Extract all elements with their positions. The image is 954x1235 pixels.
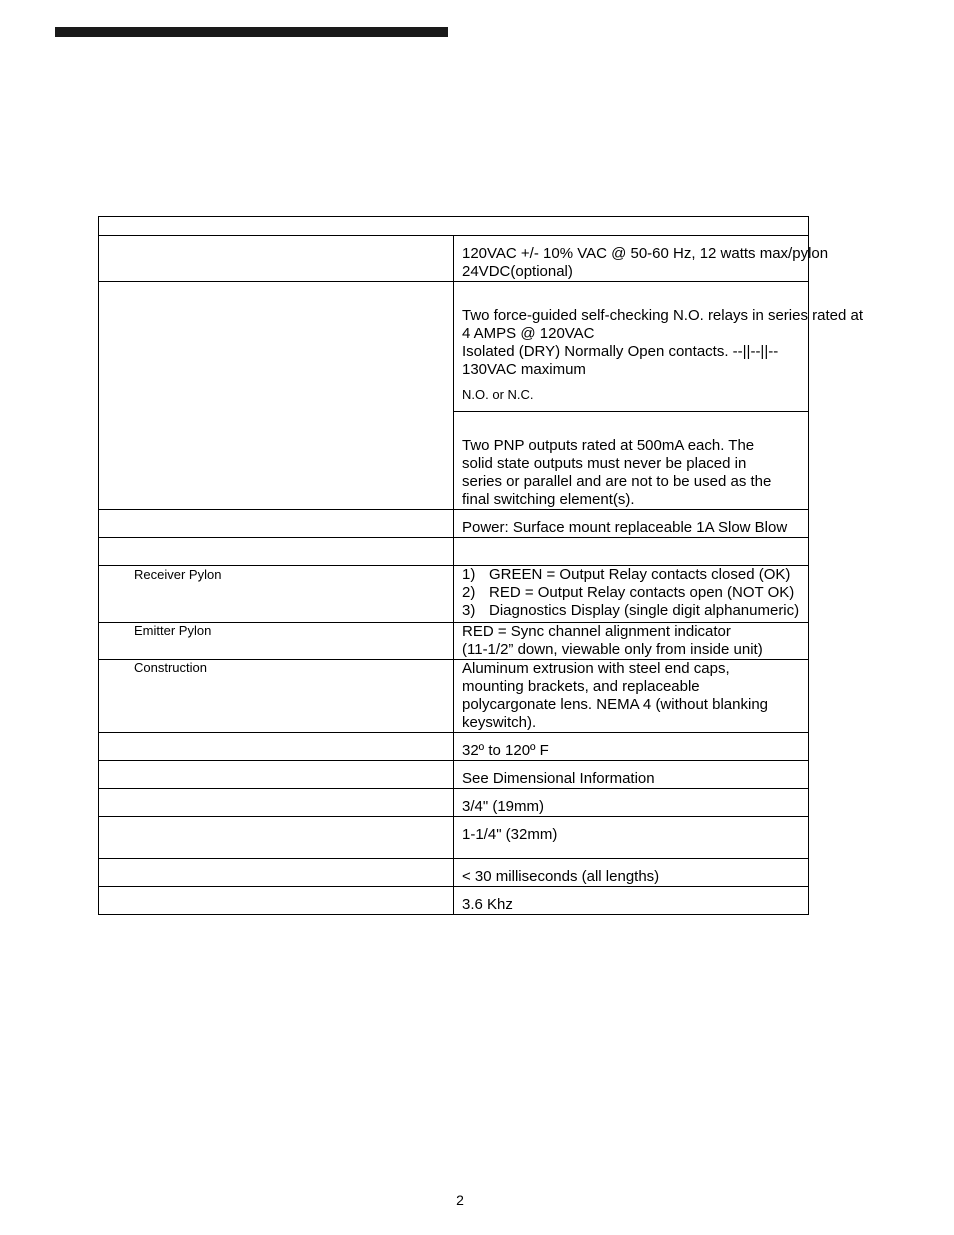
table-row (99, 236, 809, 282)
solid-state-value (454, 412, 809, 510)
resolution-text: 3/4" (19mm) (462, 798, 545, 815)
fuse-value (454, 510, 809, 538)
construction-text: Aluminum extrusion with steel end caps, mounting brackets, and replaceable polycargonate lens. NEMA 4 (without blanking keyswitch). (462, 660, 769, 731)
row-label (99, 859, 454, 887)
response-value (454, 859, 809, 887)
list-item: 1) GREEN = Output Relay contacts closed (OK) (462, 566, 791, 583)
row-label (99, 761, 454, 789)
power-line-2: 24VDC(optional) (462, 263, 573, 280)
page-number: 2 (456, 1192, 464, 1208)
dimensions-text: See Dimensional Information (462, 770, 655, 787)
table-row (99, 817, 809, 859)
list-item: 2) RED = Output Relay contacts open (NOT OK) (462, 584, 795, 601)
relay-note: N.O. or N.C. (462, 387, 534, 402)
temperature-value (454, 733, 809, 761)
table-row (99, 660, 809, 733)
relay-line-3: Isolated (DRY) Normally Open contacts. --||--||-- (462, 343, 779, 360)
emitter-line-2: (11-1/2” down, viewable only from inside unit) (462, 641, 763, 658)
emitter-label-cell (99, 623, 454, 660)
table-row (99, 217, 809, 236)
header-rule (55, 27, 448, 37)
empty-value (454, 538, 809, 566)
table-row (99, 859, 809, 887)
construction-value (454, 660, 809, 733)
resolution2-text: 1-1/4" (32mm) (462, 826, 558, 843)
relay-line-4: 130VAC maximum (462, 361, 586, 378)
frequency-text: 3.6 Khz (462, 896, 513, 913)
temperature-text: 32º to 120º F (462, 742, 549, 759)
row-label (99, 236, 454, 282)
fuse-text: Power: Surface mount replaceable 1A Slow Blow (462, 519, 788, 536)
receiver-label: Receiver Pylon (134, 567, 222, 582)
resolution2-value (454, 817, 809, 859)
solid-state-text: Two PNP outputs rated at 500mA each. The solid state outputs must never be placed in series or parallel and are not to be used as the final switching element(s). (462, 437, 772, 508)
specifications-table (98, 216, 864, 915)
table-row (99, 761, 809, 789)
construction-label: Construction (134, 660, 207, 675)
receiver-label-cell (99, 566, 454, 623)
row-label (99, 733, 454, 761)
row-label (99, 887, 454, 915)
list-item: 3) Diagnostics Display (single digit alphanumeric) (462, 602, 800, 619)
table-row (99, 538, 809, 566)
table-row (99, 789, 809, 817)
relay-line-1: Two force-guided self-checking N.O. relays in series rated at (462, 307, 864, 324)
power-value (454, 236, 829, 282)
row-label (99, 789, 454, 817)
table-row (99, 887, 809, 915)
response-text: < 30 milliseconds (all lengths) (462, 868, 660, 885)
table-row (99, 510, 809, 538)
table-row (99, 733, 809, 761)
row-label (99, 282, 454, 510)
table-row (99, 282, 809, 412)
row-label (99, 510, 454, 538)
relay-output-value (454, 282, 864, 412)
relay-line-2: 4 AMPS @ 120VAC (462, 325, 595, 342)
receiver-value (454, 566, 809, 623)
table-row (99, 623, 809, 660)
dimensions-value (454, 761, 809, 789)
emitter-label: Emitter Pylon (134, 623, 212, 638)
frequency-value (454, 887, 809, 915)
construction-label-cell (99, 660, 454, 733)
row-label (99, 538, 454, 566)
table-header-cell (99, 217, 809, 236)
power-line-1: 120VAC +/- 10% VAC @ 50-60 Hz, 12 watts max/pylon (462, 245, 829, 262)
table-row (99, 566, 809, 623)
resolution-value (454, 789, 809, 817)
row-label (99, 817, 454, 859)
emitter-line-1: RED = Sync channel alignment indicator (462, 623, 731, 640)
emitter-value (454, 623, 809, 660)
